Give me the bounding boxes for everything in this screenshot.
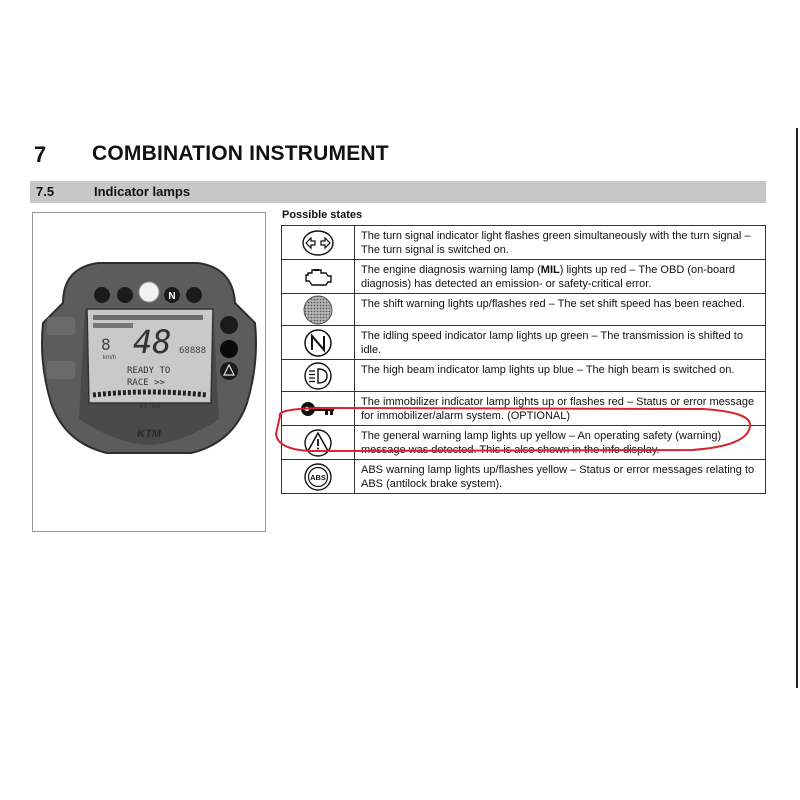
instrument-cluster-illustration <box>33 213 265 531</box>
engine-diagnosis-icon <box>301 263 335 291</box>
icon-cell <box>282 226 355 260</box>
possible-states-heading: Possible states <box>282 209 363 221</box>
icon-cell <box>282 294 355 326</box>
description-cell: The general warning lamp lights up yellow – An operating safety (warning) message was detected. This is also shown in the info display. <box>355 426 766 460</box>
cluster-engine-lamp <box>117 287 133 303</box>
chapter-title: COMBINATION INSTRUMENT <box>92 142 389 165</box>
lcd-clock: 88:88 <box>139 402 161 410</box>
lcd-message-line2: RACE >> <box>127 378 165 388</box>
icon-cell <box>282 326 355 360</box>
abs-warning-icon <box>301 462 335 492</box>
table-row <box>282 260 766 294</box>
table-row <box>282 226 766 260</box>
description-cell: The idling speed indicator lamp lights up green – The transmission is shifted to idle. <box>355 326 766 360</box>
high-beam-icon <box>301 361 335 391</box>
chapter-number: 7 <box>34 142 47 167</box>
icon-cell <box>282 260 355 294</box>
immobilizer-icon <box>298 397 338 421</box>
neutral-icon <box>301 328 335 358</box>
table-row <box>282 294 766 326</box>
description-cell <box>355 260 766 294</box>
mil-abbreviation: MIL <box>540 264 560 276</box>
page-edge-line <box>796 128 798 688</box>
description-cell: The immobilizer indicator lamp lights up or flashes red – Status or error message for immobilizer/alarm system. (OPTIONAL) <box>355 392 766 426</box>
brand-logo: KTM <box>137 428 161 440</box>
cluster-beam-lamp <box>186 287 202 303</box>
lcd-gear: 8 <box>101 335 111 354</box>
lcd-message-line1: READY TO <box>127 366 171 376</box>
section-number: 7.5 <box>36 184 55 199</box>
cluster-left-button-top <box>47 317 75 335</box>
indicator-states-table <box>281 225 766 494</box>
description-cell: ABS warning lamp lights up/flashes yellow – Status or error messages relating to ABS (antilock brake system). <box>355 460 766 494</box>
description-cell: The high beam indicator lamp lights up blue – The high beam is switched on. <box>355 360 766 392</box>
table-row <box>282 326 766 360</box>
description-text: ) lights up red – The OBD (on-board diagnosis) has detected an emission- or safety-critical error. <box>361 264 736 290</box>
description-text: The engine diagnosis warning lamp ( <box>361 264 541 276</box>
section-title: Indicator lamps <box>94 184 191 199</box>
table-row <box>282 392 766 426</box>
shift-warning-icon <box>301 295 335 325</box>
table-row <box>282 360 766 392</box>
abs-icon-label: ABS <box>310 472 326 482</box>
svg-text:N: N <box>168 291 176 302</box>
instrument-cluster-figure <box>32 212 266 532</box>
cluster-turn-lamp <box>94 287 110 303</box>
table-row <box>282 460 766 494</box>
cluster-shift-lamp <box>139 282 159 302</box>
cluster-left-button-bottom <box>47 361 75 379</box>
description-cell: The shift warning lights up/flashes red – The set shift speed has been reached. <box>355 294 766 326</box>
icon-cell <box>282 392 355 426</box>
section-header-bar <box>30 181 766 203</box>
lcd-speed: 48 <box>133 323 172 361</box>
turn-signal-icon <box>301 229 335 257</box>
lcd-odometer: 68888 <box>179 346 207 356</box>
table-row <box>282 426 766 460</box>
general-warning-icon <box>301 428 335 458</box>
description-cell: The turn signal indicator light flashes green simultaneously with the turn signal – The turn signal is switched on. <box>355 226 766 260</box>
icon-cell <box>282 426 355 460</box>
icon-cell <box>282 460 355 494</box>
icon-cell <box>282 360 355 392</box>
lcd-speed-unit: km/h <box>103 355 117 361</box>
